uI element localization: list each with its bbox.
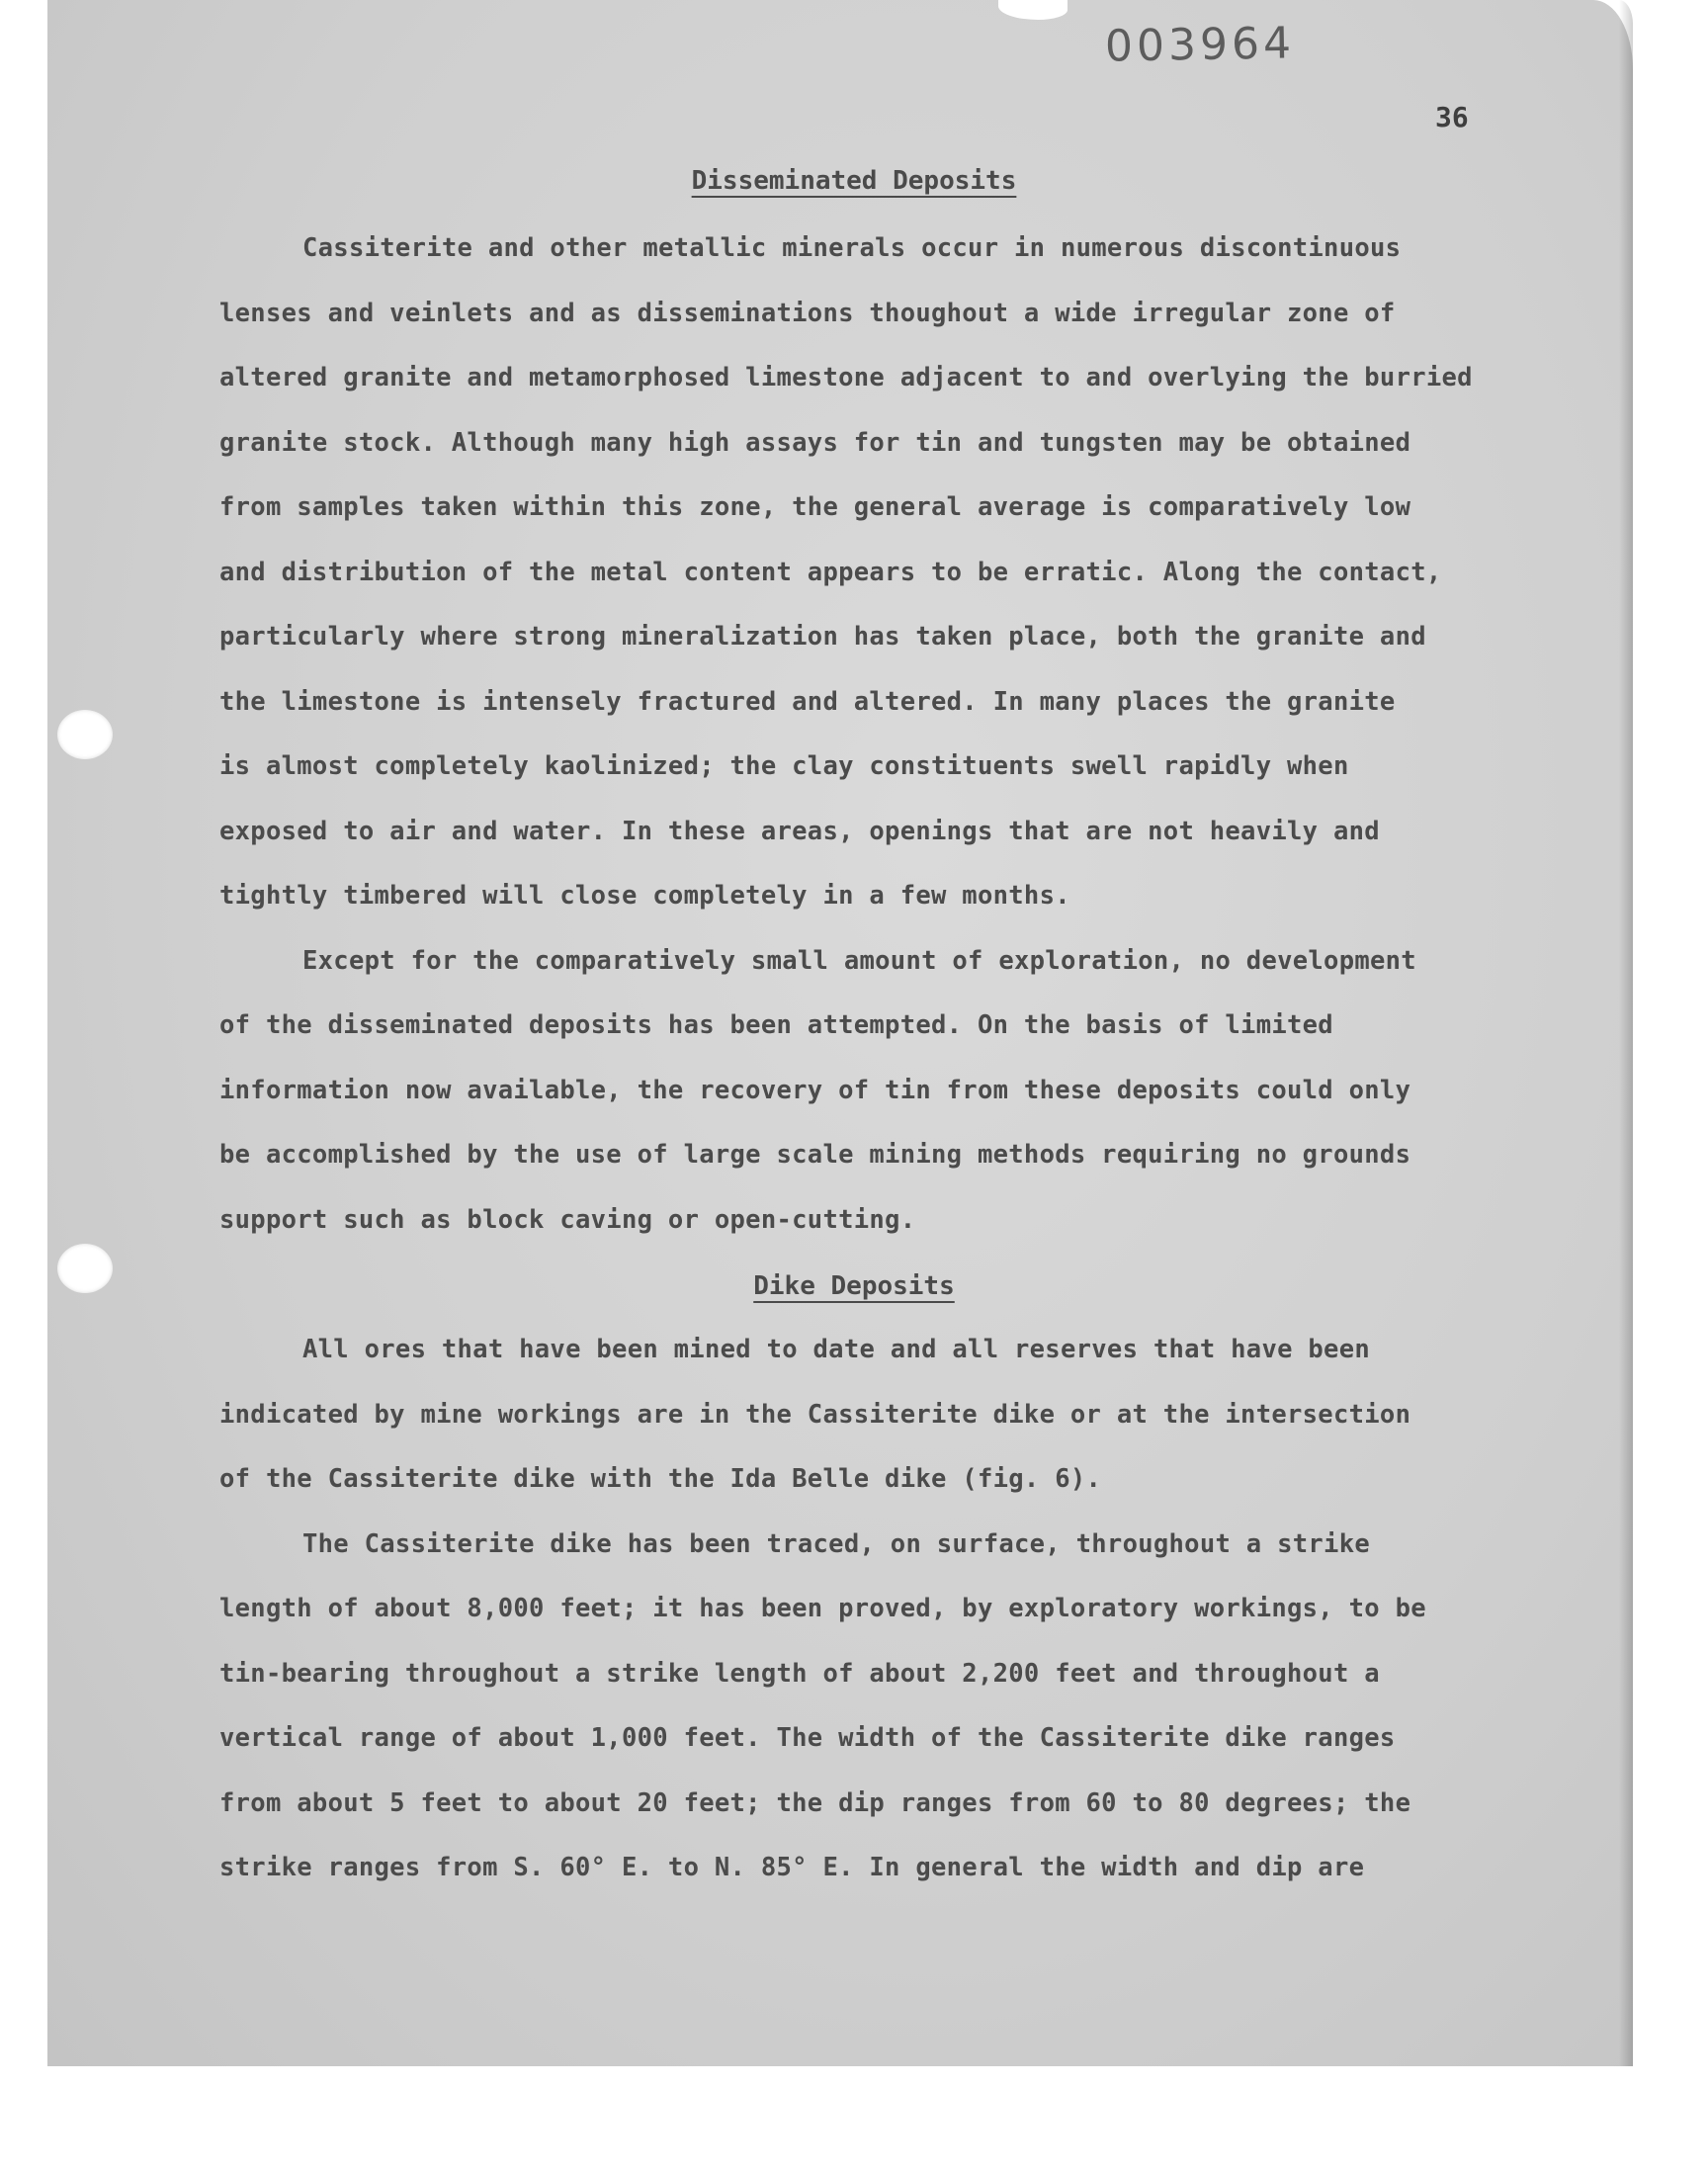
- body-line: be accomplished by the use of large scale mining methods requiring no grounds: [219, 1140, 1411, 1170]
- body-line: from samples taken within this zone, the general average is comparatively low: [219, 492, 1411, 522]
- heading-dike-text: Dike Deposits: [753, 1271, 955, 1301]
- heading-disseminated-deposits: [0, 166, 1708, 196]
- body-line: particularly where strong mineralization has taken place, both the granite and: [219, 622, 1426, 652]
- body-line: Cassiterite and other metallic minerals occur in numerous discontinuous: [302, 233, 1402, 263]
- body-line: is almost completely kaolinized; the clay constituents swell rapidly when: [219, 751, 1349, 781]
- body-line: the limestone is intensely fractured and altered. In many places the granite: [219, 687, 1396, 717]
- heading-dike-deposits: [0, 1271, 1708, 1301]
- body-line: tin-bearing throughout a strike length of about 2,200 feet and throughout a: [219, 1659, 1380, 1689]
- punch-hole-top: [57, 710, 113, 759]
- body-line: exposed to air and water. In these areas, openings that are not heavily and: [219, 817, 1380, 846]
- body-line: The Cassiterite dike has been traced, on surface, throughout a strike: [302, 1529, 1371, 1559]
- page-number: 36: [1435, 101, 1469, 133]
- body-line: All ores that have been mined to date and all reserves that have been: [302, 1335, 1371, 1364]
- body-line: indicated by mine workings are in the Cassiterite dike or at the intersection: [219, 1400, 1411, 1430]
- body-line: of the disseminated deposits has been attempted. On the basis of limited: [219, 1010, 1333, 1040]
- body-line: of the Cassiterite dike with the Ida Belle dike (fig. 6).: [219, 1464, 1102, 1494]
- body-line: granite stock. Although many high assays for tin and tungsten may be obtained: [219, 428, 1411, 458]
- body-line: altered granite and metamorphosed limestone adjacent to and overlying the burried: [219, 363, 1473, 392]
- body-line: from about 5 feet to about 20 feet; the dip ranges from 60 to 80 degrees; the: [219, 1788, 1411, 1818]
- body-line: and distribution of the metal content appears to be erratic. Along the contact,: [219, 558, 1442, 587]
- body-line: strike ranges from S. 60° E. to N. 85° E. In general the width and dip are: [219, 1853, 1365, 1882]
- body-line: lenses and veinlets and as disseminations thoughout a wide irregular zone of: [219, 299, 1396, 328]
- body-line: information now available, the recovery of tin from these deposits could only: [219, 1076, 1411, 1105]
- body-line: support such as block caving or open-cutting.: [219, 1205, 916, 1235]
- heading-disseminated-text: Disseminated Deposits: [691, 166, 1017, 196]
- handwritten-document-number: 003964: [1104, 18, 1296, 72]
- body-line: length of about 8,000 feet; it has been proved, by exploratory workings, to be: [219, 1594, 1426, 1623]
- body-line: tightly timbered will close completely in a few months.: [219, 881, 1070, 911]
- body-line: vertical range of about 1,000 feet. The width of the Cassiterite dike ranges: [219, 1723, 1396, 1753]
- body-line: Except for the comparatively small amount of exploration, no development: [302, 946, 1416, 976]
